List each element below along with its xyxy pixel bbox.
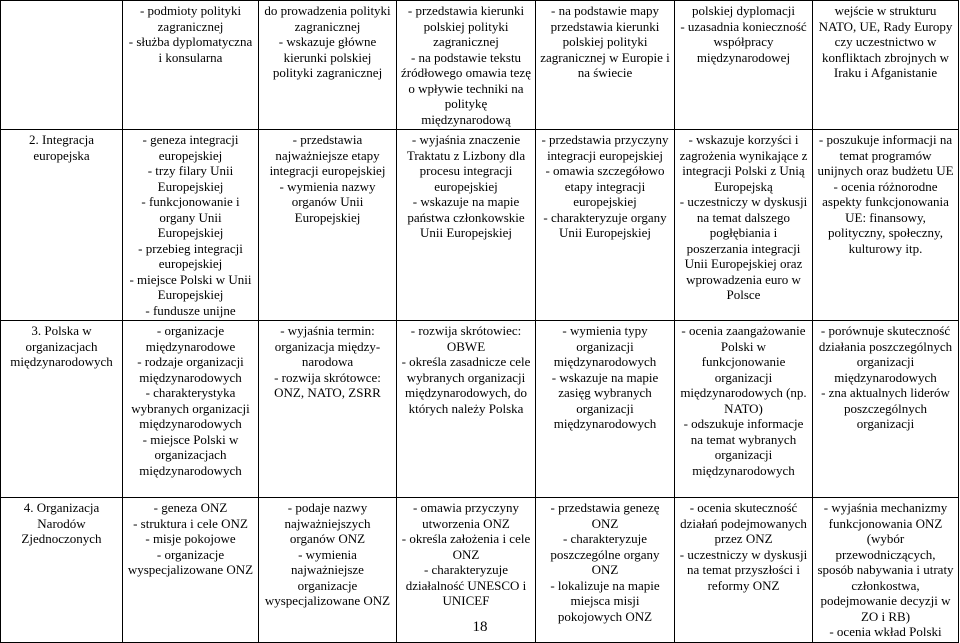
requirement-good-cell: - wymienia typy organizacji międzynarodowych - wskazuje na mapie zasięg wybranych organizacji międzynarodowych [536,321,675,498]
table-row [1,321,959,498]
requirement-very-good-cell: - wskazuje korzyści i zagrożenia wynikające z integracji Polski z Unią Europejską - uczestniczy w dyskusji na temat dalszego pogłębiania i poszerzania integracji Unii Europejskiej oraz wprowadzenia euro w Polsce [675,130,813,321]
requirement-very-good-cell: - ocenia zaangażowanie Polski w funkcjonowanie organizacji międzynarodowych (np. NATO) - odszukuje informacje na temat wybranych organizacji międzynarodowych [675,321,813,498]
requirement-extended-cell: - przedstawia kierunki polskiej polityki zagranicznej - na podstawie tekstu źródłowego omawia tezę o wpływie techniki na politykę międzynarodową [397,1,536,130]
topic-cell [1,1,123,130]
content-cell: - organizacje międzynarodowe - rodzaje organizacji międzynarodowych - charakterystyka wybranych organizacji międzynarodowych - miejsce Polski w organizacjach międzynarodowych [123,321,259,498]
requirement-excellent-cell: - poszukuje informacji na temat programów unijnych oraz budżetu UE - ocenia różnorodne aspekty funkcjonowania UE: finansowy, polityczny, społeczny, kulturowy itp. [813,130,959,321]
requirement-good-cell: - na podstawie mapy przedstawia kierunki polskiej polityki zagranicznej w Europie i na świecie [536,1,675,130]
requirement-excellent-cell: wejście w strukturu NATO, UE, Rady Europy czy uczestnictwo w konfliktach zbrojnych w Iraku i Afganistanie [813,1,959,130]
content-cell: - geneza integracji europejskiej - trzy filary Unii Europejskiej - funkcjonowanie i organy Unii Europejskiej - przebieg integracji europejskiej - miejsce Polski w Unii Europejskiej - fundusze unijne [123,130,259,321]
requirement-basic-cell: do prowadzenia polityki zagranicznej - wskazuje główne kierunki polskiej polityki zagranicznej [259,1,397,130]
requirement-extended-cell: - wyjaśnia znaczenie Traktatu z Lizbony dla procesu integracji europejskiej - wskazuje na mapie państwa członkowskie Unii Europejskiej [397,130,536,321]
requirement-excellent-cell: - porównuje skuteczność działania poszczególnych organizacji międzynarodowych - zna aktualnych liderów poszczególnych organizacji [813,321,959,498]
requirement-basic-cell: - przedstawia najważniejsze etapy integracji europejskiej - wymienia nazwy organów Unii Europejskiej [259,130,397,321]
requirement-very-good-cell: - ocenia skuteczność działań podejmowanych przez ONZ - uczestniczy w dyskusji na temat przyszłości i reformy ONZ [675,498,813,643]
table-row [1,1,959,130]
requirement-extended-cell: - omawia przyczyny utworzenia ONZ - określa założenia i cele ONZ - charakteryzuje działalność UNESCO i UNICEF [397,498,536,643]
requirement-basic-cell: - podaje nazwy najważniejszych organów ONZ - wymienia najważniejsze organizacje wyspecjalizowane ONZ [259,498,397,643]
requirement-very-good-cell: polskiej dyplomacji - uzasadnia konieczność współpracy międzynarodowej [675,1,813,130]
topic-cell: 3. Polska w organizacjach międzynarodowych [1,321,123,498]
requirement-extended-cell: - rozwija skrótowiec: OBWE - określa zasadnicze cele wybranych organizacji międzynarodowych, do których należy Polska [397,321,536,498]
requirement-excellent-cell: - wyjaśnia mechanizmy funkcjonowania ONZ (wybór przewodniczących, sposób nabywania i utraty członkostwa, podejmowanie decyzji w ZO i RB) - ocenia wkład Polski [813,498,959,643]
content-cell: - podmioty polityki zagranicznej - służba dyplomatyczna i konsularna [123,1,259,130]
table-row [1,130,959,321]
content-cell: - geneza ONZ - struktura i cele ONZ - misje pokojowe - organizacje wyspecjalizowane ONZ [123,498,259,643]
requirement-basic-cell: - wyjaśnia termin: organizacja między-narodowa - rozwija skrótowce: ONZ, NATO, ZSRR [259,321,397,498]
topic-cell: 4. Organizacja Narodów Zjednoczonych [1,498,123,643]
requirement-good-cell: - przedstawia przyczyny integracji europejskiej - omawia szczegółowo etapy integracji europejskiej - charakteryzuje organy Unii Europejskiej [536,130,675,321]
requirement-good-cell: - przedstawia genezę ONZ - charakteryzuje poszczególne organy ONZ - lokalizuje na mapie miejsca misji pokojowych ONZ [536,498,675,643]
topic-cell: 2. Integracja europejska [1,130,123,321]
page-number: 18 [472,619,488,635]
